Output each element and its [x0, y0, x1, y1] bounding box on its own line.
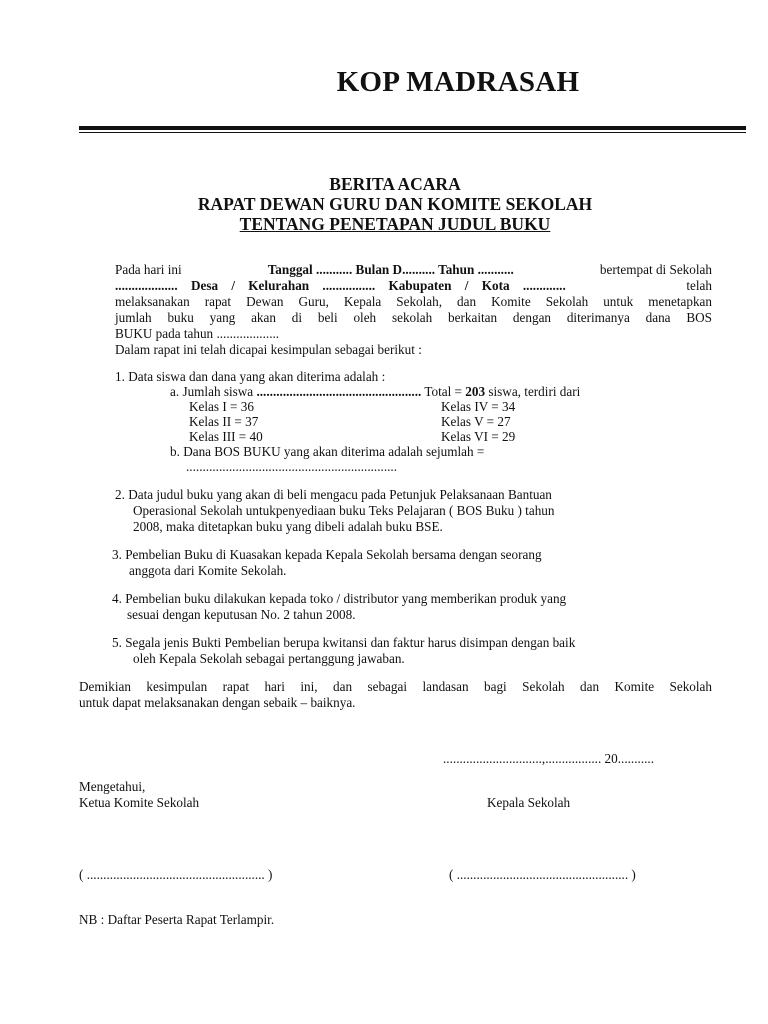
- kelas-right-3: Kelas VI = 29: [441, 429, 516, 444]
- item1-dana-dots: ................................................................: [186, 459, 397, 474]
- intro-line-2: ................... Desa / Kelurahan ................ Kabupaten / Kota ............. telah: [115, 278, 712, 293]
- item1-heading: 1. Data siswa dan dana yang akan diterima adalah :: [115, 369, 386, 384]
- mengetahui-label: Mengetahui,: [79, 779, 146, 794]
- item3-line1: 3. Pembelian Buku di Kuasakan kepada Kepala Sekolah bersama dengan seorang: [112, 547, 542, 562]
- doc-title-line1: BERITA ACARA: [329, 174, 461, 194]
- kelas-left-3: Kelas III = 40: [189, 429, 263, 444]
- item5-line1: 5. Segala jenis Bukti Pembelian berupa kwitansi dan faktur harus disimpan dengan baik: [112, 635, 576, 650]
- item4-line2: sesuai dengan keputusan No. 2 tahun 2008.: [127, 607, 356, 622]
- closing-line1: Demikian kesimpulan rapat hari ini, dan sebagai landasan bagi Sekolah dan Komite Sekolah: [79, 679, 712, 694]
- item1-jumlah-siswa: a. Jumlah siswa .................................................. Total = 203 siswa, terdiri dari: [170, 384, 581, 399]
- closing-line2: untuk dapat melaksanakan dengan sebaik – baiknya.: [79, 695, 356, 710]
- item5-line2: oleh Kepala Sekolah sebagai pertanggung jawaban.: [133, 651, 405, 666]
- item1-dana-bos: b. Dana BOS BUKU yang akan diterima adalah sejumlah =: [170, 444, 485, 459]
- letterhead-rule-thick: [79, 126, 746, 130]
- right-signer-name: ( .................................................... ): [449, 867, 636, 882]
- right-signer-role: Kepala Sekolah: [487, 795, 571, 810]
- intro-line-5: BUKU pada tahun ...................: [115, 326, 280, 341]
- item4-line1: 4. Pembelian buku dilakukan kepada toko / distributor yang memberikan produk yang: [112, 591, 567, 606]
- intro-line-4: jumlah buku yang akan di beli oleh sekolah berkaitan dengan diterimanya dana BOS: [115, 310, 712, 325]
- item2-line3: 2008, maka ditetapkan buku yang dibeli adalah buku BSE.: [133, 519, 443, 534]
- intro-line-1: Pada hari ini Tanggal ........... Bulan D.......... Tahun ........... bertempat di Sekolah: [115, 262, 712, 277]
- letterhead-title: KOP MADRASAH: [336, 66, 580, 98]
- item2-line2: Operasional Sekolah untukpenyediaan buku Teks Pelajaran ( BOS Buku ) tahun: [133, 503, 555, 518]
- intro-line-3: melaksanakan rapat Dewan Guru, Kepala Sekolah, dan Komite Sekolah untuk menetapkan: [115, 294, 712, 309]
- item3-line2: anggota dari Komite Sekolah.: [129, 563, 287, 578]
- note: NB : Daftar Peserta Rapat Terlampir.: [79, 912, 275, 927]
- letterhead-rule-thin: [79, 132, 746, 133]
- kelas-right-2: Kelas V = 27: [441, 414, 511, 429]
- left-signer-name: ( ...................................................... ): [79, 867, 273, 882]
- kelas-left-2: Kelas II = 37: [189, 414, 259, 429]
- intro-line-6: Dalam rapat ini telah dicapai kesimpulan sebagai berikut :: [115, 342, 422, 357]
- doc-title-line2: RAPAT DEWAN GURU DAN KOMITE SEKOLAH: [197, 194, 593, 214]
- kelas-right-1: Kelas IV = 34: [441, 399, 516, 414]
- left-signer-role: Ketua Komite Sekolah: [79, 795, 200, 810]
- kelas-left-1: Kelas I = 36: [189, 399, 254, 414]
- item2-line1: 2. Data judul buku yang akan di beli mengacu pada Petunjuk Pelaksanaan Bantuan: [115, 487, 552, 502]
- doc-title-line3: TENTANG PENETAPAN JUDUL BUKU: [239, 214, 551, 234]
- place-date: ..............................,................. 20...........: [443, 751, 654, 766]
